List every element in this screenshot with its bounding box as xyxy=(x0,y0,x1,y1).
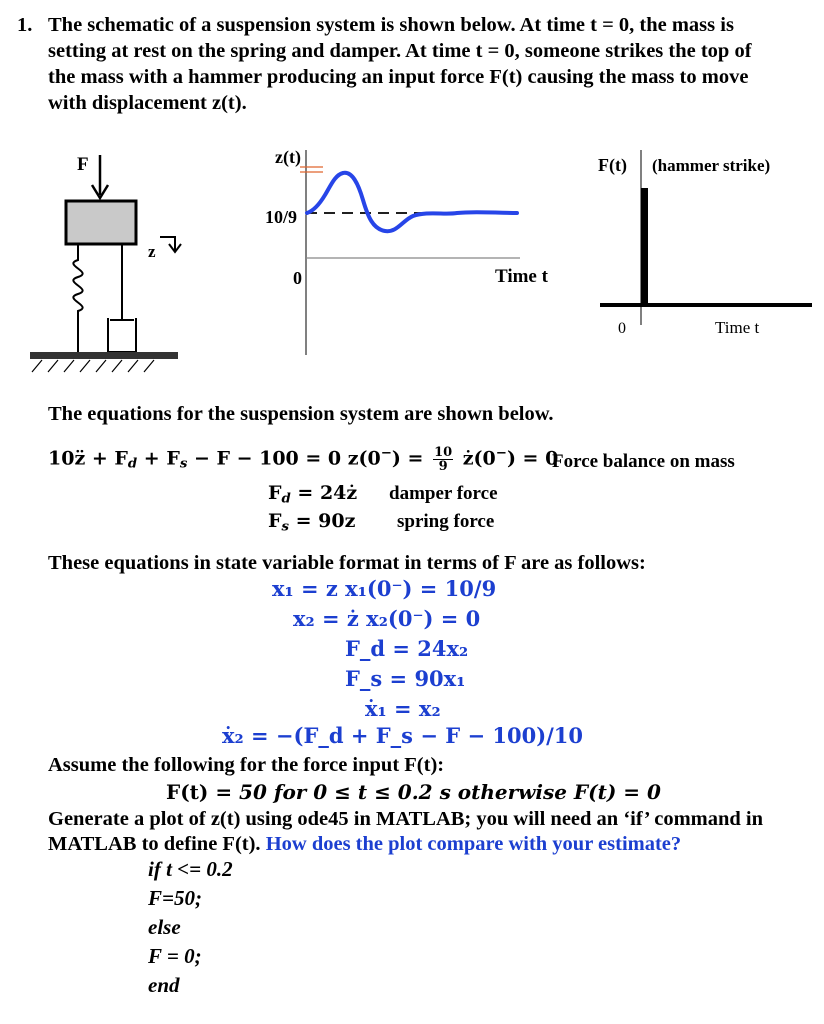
force-ylabel: F(t) xyxy=(598,155,627,175)
force-definition: F(t) = 50 for 0 ≤ t ≤ 0.2 s otherwise F(t) = 0 xyxy=(166,780,661,804)
response-tick xyxy=(300,167,323,172)
force-label: F xyxy=(77,154,89,175)
mass-block xyxy=(66,201,136,244)
spring-equation: $F_s = 90z$ xyxy=(268,510,356,535)
code-line-2: F=50; xyxy=(148,886,202,910)
damper-equation: $F_d$ = 24ż xyxy=(268,482,358,507)
ground xyxy=(30,352,178,359)
state-line-1: x₁ = z x₁(0⁻) = 10/9 xyxy=(272,576,497,601)
response-curve xyxy=(307,173,517,231)
response-level-label: 10/9 xyxy=(265,207,298,227)
generate-line-2: MATLAB to define F(t). How does the plot compare with your estimate? xyxy=(48,833,682,855)
damper xyxy=(108,244,136,352)
ground-hatch xyxy=(32,360,154,372)
damper-label: damper force xyxy=(389,483,498,504)
response-ylabel: z(t) xyxy=(275,147,301,167)
intro-line-4: with displacement z(t). xyxy=(48,92,247,114)
code-line-5: end xyxy=(148,973,180,997)
force-sketch xyxy=(590,145,820,345)
disp-arrow xyxy=(160,237,181,252)
code-line-1: if t <= 0.2 xyxy=(148,857,233,881)
problem-number: 1. xyxy=(17,14,33,36)
intro-line-1: The schematic of a suspension system is shown below. At time t = 0, the mass is xyxy=(48,14,734,36)
disp-label: z xyxy=(148,242,156,261)
state-line-2: x₂ = ż x₂(0⁻) = 0 xyxy=(293,606,481,631)
state-line-6: ẋ₂ = −(F_d + F_s − F − 100)/10 xyxy=(222,723,584,748)
response-zero-label: 0 xyxy=(293,268,302,288)
state-heading: These equations in state variable format in terms of F are as follows: xyxy=(48,552,646,574)
state-line-5: ẋ₁ = x₂ xyxy=(365,696,441,721)
force-balance-equation: 10z̈ + $F_d + F_s - F - 100 = 0$ z(0−) = $\frac{10}{9}$ ż(0−) = 0 xyxy=(48,445,559,475)
equations-heading: The equations for the suspension system are shown below. xyxy=(48,403,554,425)
suspension-schematic xyxy=(0,140,200,385)
force-balance-label: Force balance on mass xyxy=(552,451,735,472)
force-impulse xyxy=(641,188,648,305)
intro-line-2: setting at rest on the spring and damper. At time t = 0, someone strikes the top of xyxy=(48,40,752,62)
assume-line: Assume the following for the force input F(t): xyxy=(48,754,445,776)
state-line-4: F_s = 90x₁ xyxy=(345,666,466,691)
force-annotation: (hammer strike) xyxy=(652,156,771,175)
force-zero-label: 0 xyxy=(618,320,626,337)
fraction-10-9: $\frac{10}{9}$ xyxy=(434,445,453,475)
spring-label: spring force xyxy=(397,511,495,532)
force-xlabel: Time t xyxy=(715,318,760,337)
response-sketch xyxy=(255,145,548,360)
spring xyxy=(73,244,82,352)
generate-line-1: Generate a plot of z(t) using ode45 in MATLAB; you will need an ‘if’ command in xyxy=(48,808,764,830)
code-line-4: F = 0; xyxy=(148,944,202,968)
response-xlabel: Time t xyxy=(495,266,548,287)
state-line-3: F_d = 24x₂ xyxy=(345,636,469,661)
code-line-3: else xyxy=(148,915,181,939)
intro-line-3: the mass with a hammer producing an input force F(t) causing the mass to move xyxy=(48,66,749,88)
